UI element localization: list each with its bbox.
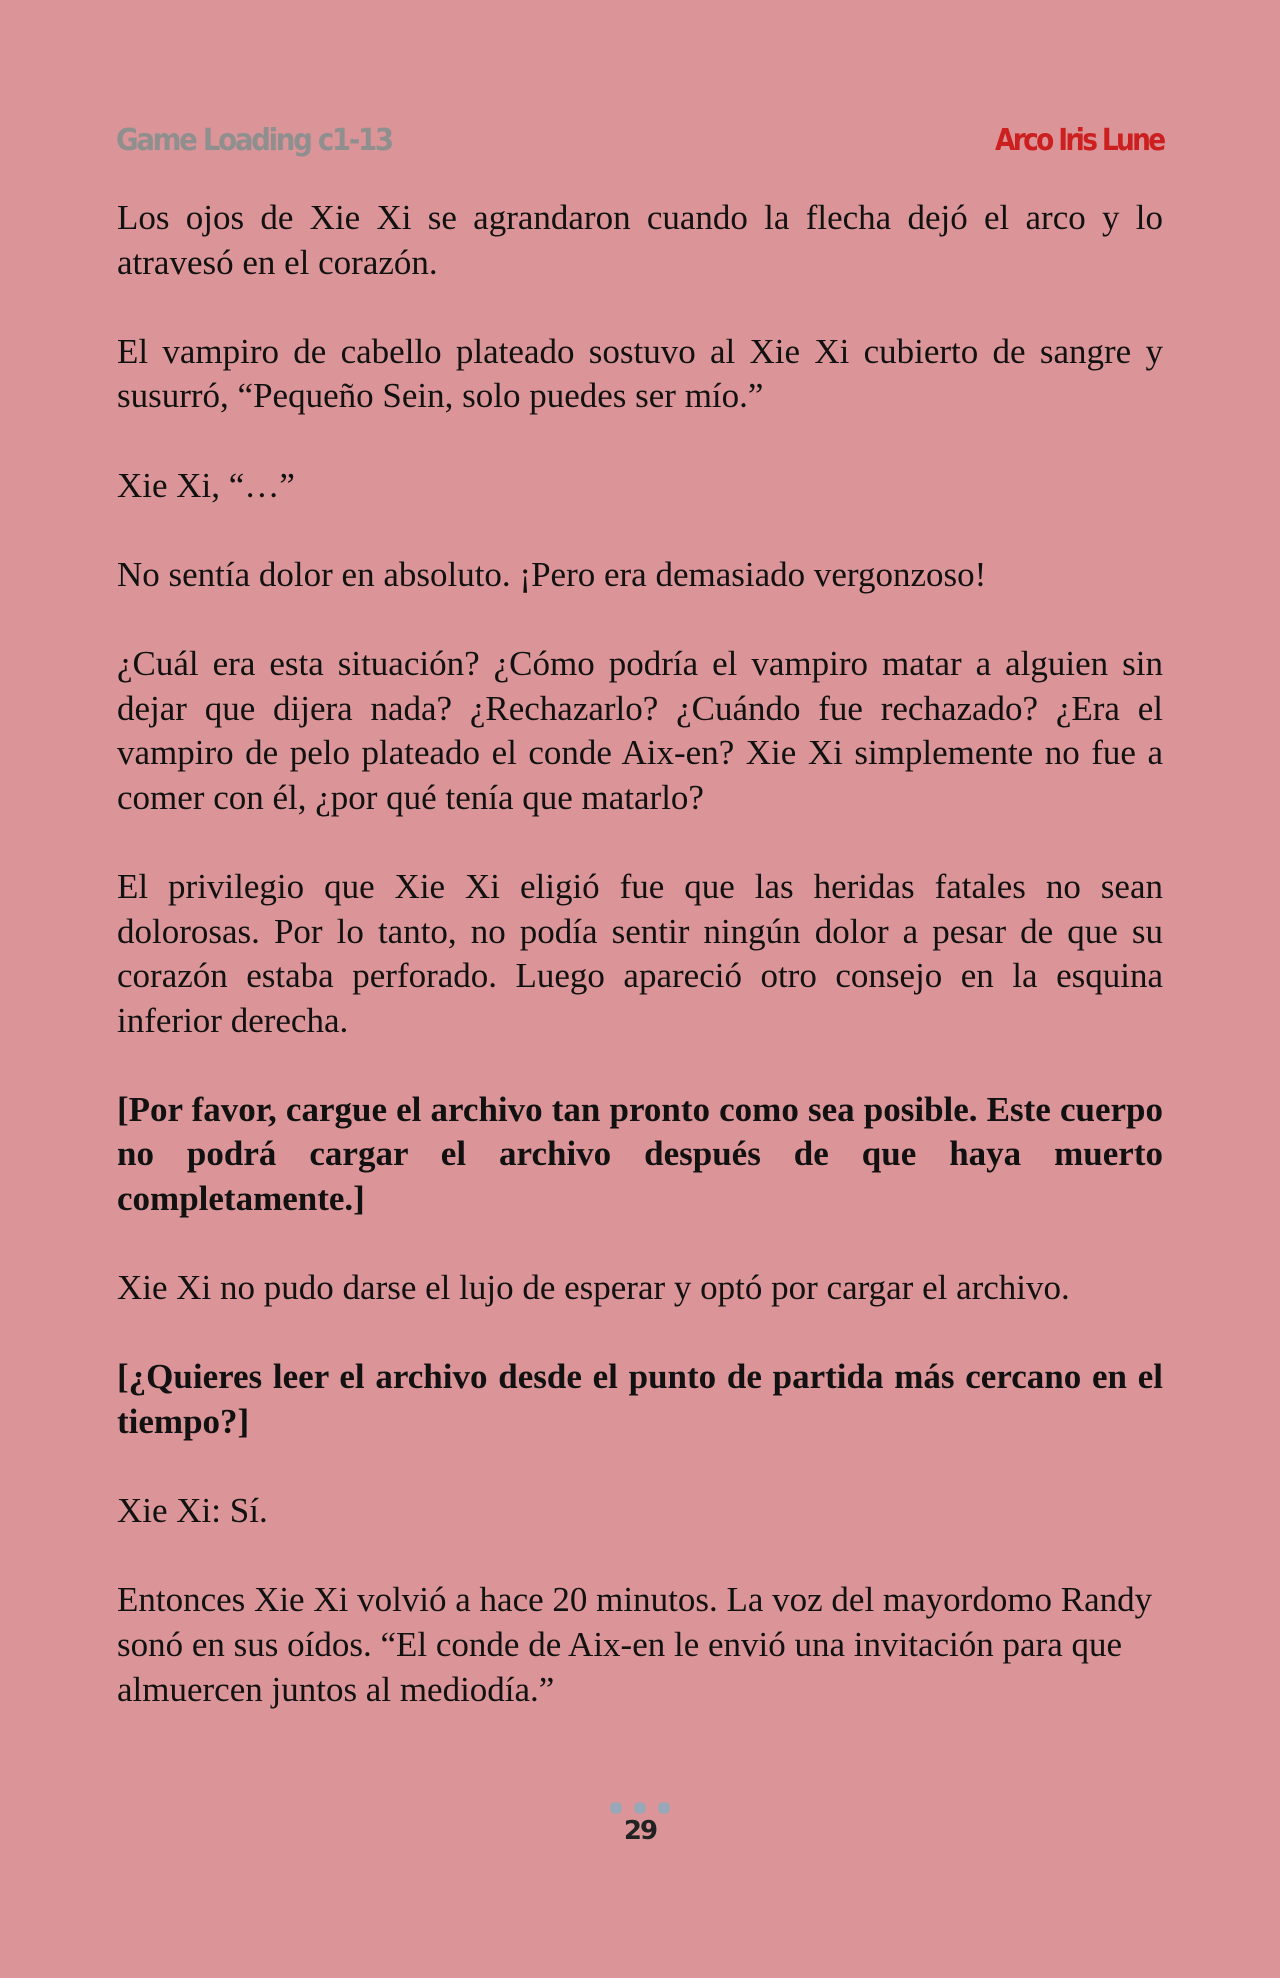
ornament-dots (0, 1802, 1280, 1816)
page-number: 29 (623, 1816, 657, 1846)
page-footer (0, 1802, 1280, 1846)
book-title-header: Game Loading c1-13 (116, 122, 392, 158)
page-body (117, 196, 1163, 1712)
page-header (116, 118, 1164, 162)
paragraph: ¿Cuál era esta situación? ¿Cómo podría el vampiro matar a alguien sin dejar que dijera nada? ¿Rechazarlo? ¿Cuándo fue rechazado? ¿Era el vampiro de pelo plateado el conde Aix-en? Xie Xi simplemente no fue a comer con él, ¿por qué tenía que matarlo? (117, 643, 1163, 817)
paragraph: Los ojos de Xie Xi se agrandaron cuando la flecha dejó el arco y lo atravesó en el corazón. (117, 198, 1163, 282)
paragraph: El vampiro de cabello plateado sostuvo al Xie Xi cubierto de sangre y susurró, “Pequeño Sein, solo puedes ser mío.” (117, 331, 1163, 416)
paragraph: No sentía dolor en absoluto. ¡Pero era demasiado vergonzoso! (117, 554, 987, 594)
paragraph: Xie Xi, “…” (117, 465, 295, 505)
system-message: [¿Quieres leer el archivo desde el punto de partida más cercano en el tiempo?] (117, 1357, 1163, 1442)
dot-icon (658, 1802, 670, 1814)
paragraph: Xie Xi: Sí. (117, 1491, 268, 1531)
translator-header: Arco Iris Lune (995, 122, 1164, 158)
paragraph: El privilegio que Xie Xi eligió fue que las heridas fatales no sean dolorosas. Por lo tanto, no podía sentir ningún dolor a pesar de que su corazón estaba perforado. Luego apareció otro consejo en la esquina inferior derecha. (117, 866, 1163, 1040)
dot-icon (634, 1802, 646, 1814)
paragraph: Entonces Xie Xi volvió a hace 20 minutos. La voz del mayordomo Randy sonó en sus oídos. “El conde de Aix-en le envió una invitación para que almuercen juntos al mediodía.” (117, 1580, 1153, 1709)
dot-icon (610, 1802, 622, 1814)
system-message: [Por favor, cargue el archivo tan pronto como sea posible. Este cuerpo no podrá cargar el archivo después de que haya muerto completamente.] (117, 1089, 1163, 1219)
paragraph: Xie Xi no pudo darse el lujo de esperar y optó por cargar el archivo. (117, 1268, 1070, 1308)
